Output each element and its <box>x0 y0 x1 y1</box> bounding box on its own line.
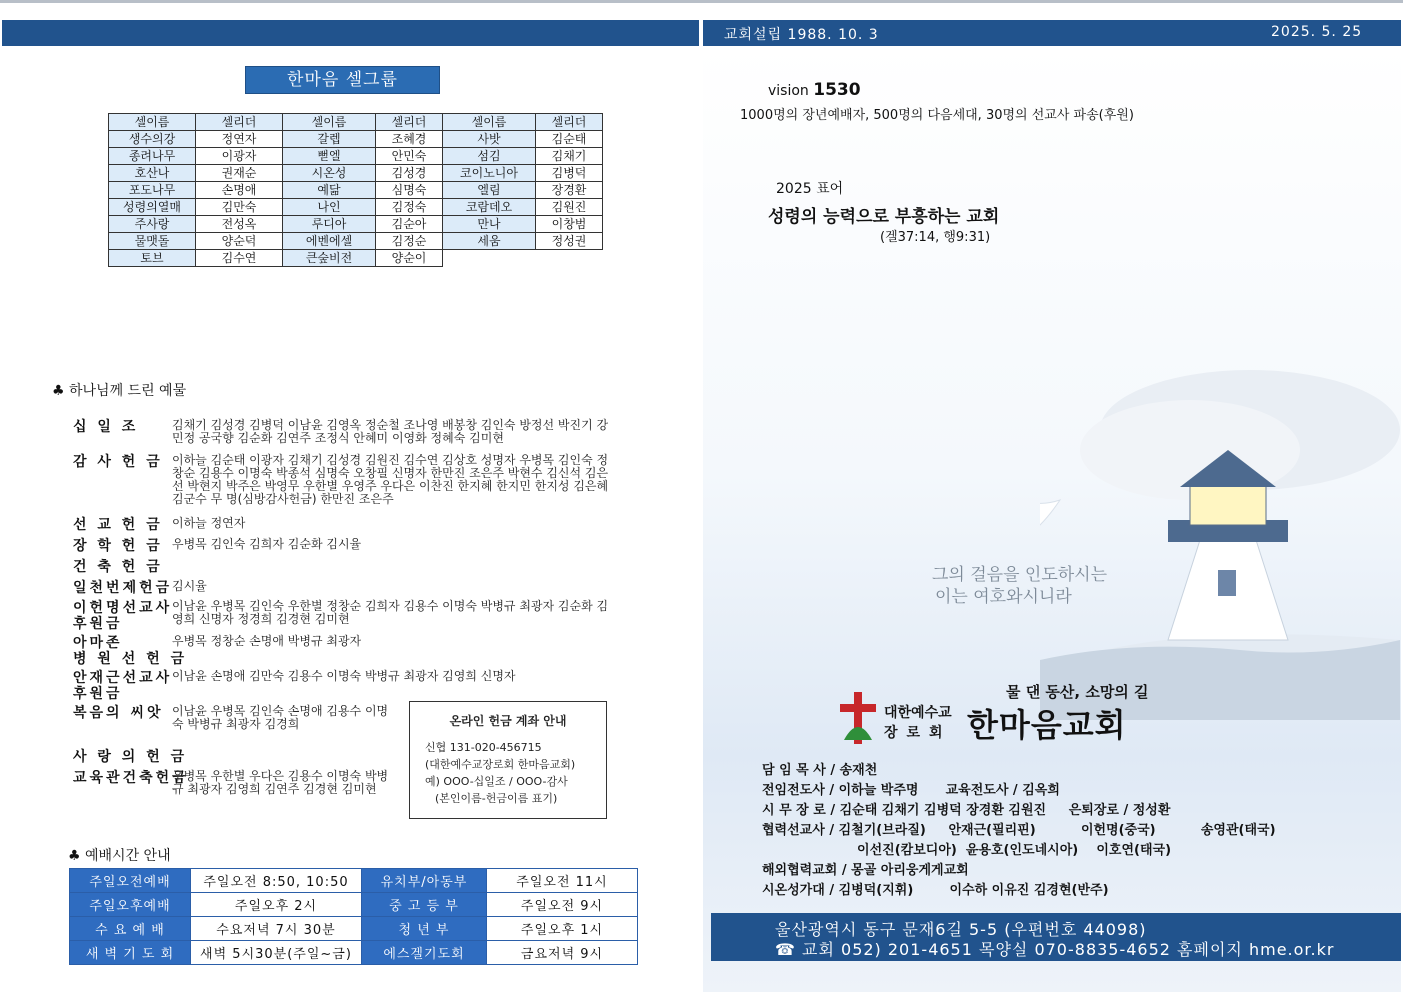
cell-name: 큰숲비전 <box>283 250 376 267</box>
cell-leader: 심명숙 <box>376 182 443 199</box>
cell-leader: 정연자 <box>196 131 283 148</box>
cell-leader: 정성권 <box>536 233 603 250</box>
denomination-line-1: 대한예수교 <box>884 705 952 721</box>
offering-donors: 김채기 김성경 김병덕 이남윤 김영옥 정순철 조나영 배봉창 김인숙 방정선 박진기 강민정 공국향 김순화 김연주 조정식 안혜미 이영화 정혜숙 김미현 <box>172 418 609 445</box>
vision-number: 1530 <box>813 80 861 100</box>
cell-leader: 김정숙 <box>376 199 443 216</box>
worship-dept-name: 유치부/아동부 <box>362 869 487 893</box>
online-note: (본인이름-헌금이름 표기) <box>435 792 558 805</box>
church-cross-logo <box>838 690 878 746</box>
online-giving-box <box>409 701 607 819</box>
cell-table-row <box>109 131 603 148</box>
staff-line: 시온성가대 / 김병덕(지휘) 이수하 이유진 김경현(반주) <box>762 883 1109 898</box>
cell-name: 갈렙 <box>283 131 376 148</box>
cell-leader: 김성경 <box>376 165 443 182</box>
lighthouse-verse-1: 그의 걸음을 인도하시는 <box>932 565 1108 585</box>
denomination-line-2: 장로회 <box>884 725 952 741</box>
church-contact: ☎ 교회 052) 201-4651 목양실 070-8835-4652 홈페이지 hme.or.kr <box>775 940 1335 959</box>
cell-name: 호산나 <box>109 165 196 182</box>
online-holder: (대한예수교장로회 한마음교회) <box>425 758 576 771</box>
worship-service-time: 새벽 5시30분(주일~금) <box>191 941 362 965</box>
worship-dept-time: 주일오후 1시 <box>487 917 638 941</box>
worship-service-name: 주일오전예배 <box>70 869 191 893</box>
staff-line: 협력선교사 / 김철기(브라질) 안재근(필리핀) 이헌명(중국) 송영관(태국) <box>762 823 1276 838</box>
cell-name: 종려나무 <box>109 148 196 165</box>
cell-leader: 김병덕 <box>536 165 603 182</box>
cell-table-row <box>109 233 603 250</box>
offering-category-name: 복음의 씨앗 <box>73 705 164 721</box>
offering-category-subname: 후원금 <box>73 616 123 632</box>
lighthouse-verse-2: 이는 여호와시니라 <box>935 587 1072 607</box>
offering-category <box>73 746 187 766</box>
lighthouse-illustration <box>1040 340 1400 720</box>
offerings-title: ♣ 하나님께 드린 예물 <box>52 383 187 399</box>
cell-name: 루디아 <box>283 216 376 233</box>
worship-dept-name: 에스겔기도회 <box>362 941 487 965</box>
online-example: 예) OOO-십일조 / OOO-감사 <box>425 775 568 788</box>
worship-service-time: 주일오전 8:50, 10:50 <box>191 869 362 893</box>
cell-name: 시온성 <box>283 165 376 182</box>
offering-category <box>73 451 163 471</box>
cell-empty <box>443 250 536 267</box>
cell-leader: 양순덕 <box>196 233 283 250</box>
cell-table-row <box>109 148 603 165</box>
cell-leader: 김수연 <box>196 250 283 267</box>
cell-table-header: 셀리더 <box>376 114 443 131</box>
offering-category <box>73 667 172 703</box>
cell-leader: 김순태 <box>536 131 603 148</box>
cell-leader: 김정순 <box>376 233 443 250</box>
worship-row <box>70 869 638 893</box>
online-account: 신협 131-020-456715 <box>425 741 542 754</box>
church-address: 울산광역시 동구 문재6길 5-5 (우편번호 44098) <box>775 920 1147 939</box>
offering-category <box>73 702 164 722</box>
worship-schedule-table <box>69 868 638 965</box>
cell-table-header: 셀리더 <box>196 114 283 131</box>
cell-name: 생수의강 <box>109 131 196 148</box>
vision-line <box>768 80 861 100</box>
offering-category <box>73 535 163 555</box>
worship-row <box>70 941 638 965</box>
cell-name: 나인 <box>283 199 376 216</box>
cell-leader: 권재순 <box>196 165 283 182</box>
cell-name: 코이노니아 <box>443 165 536 182</box>
worship-dept-name: 중 고 등 부 <box>362 893 487 917</box>
staff-line: 해외협력교회 / 몽골 아리웅게게교회 <box>762 863 969 878</box>
offering-category <box>73 556 163 576</box>
motto-reference: (겔37:14, 행9:31) <box>880 230 991 245</box>
offering-category-name: 아마존 <box>73 635 123 651</box>
worship-title: ♣ 예배시간 안내 <box>68 848 171 864</box>
offering-donors: 이남윤 우병목 김인숙 우한별 정창순 김희자 김용수 이명숙 박병규 최광자 김순화 김영희 신명자 정경희 김경현 김미현 <box>172 599 609 626</box>
motto-text: 성령의 능력으로 부흥하는 교회 <box>768 207 1000 227</box>
cell-name: 사밧 <box>443 131 536 148</box>
founded-date: 교회설립 1988. 10. 3 <box>724 27 879 43</box>
offering-category <box>73 514 163 534</box>
cell-name: 물맷돌 <box>109 233 196 250</box>
offering-donors: 우병목 김인숙 김희자 김순화 김시율 <box>172 537 362 551</box>
offering-category-subname: 후원금 <box>73 686 123 702</box>
cell-name: 엘림 <box>443 182 536 199</box>
cell-table-header: 셀이름 <box>283 114 376 131</box>
footer-bar <box>711 913 1401 961</box>
cell-leader: 조혜경 <box>376 131 443 148</box>
worship-service-name: 새 벽 기 도 회 <box>70 941 191 965</box>
cell-table-header: 셀리더 <box>536 114 603 131</box>
offering-category-name: 감 사 헌 금 <box>73 454 163 470</box>
issue-date: 2025. 5. 25 <box>1271 24 1363 40</box>
offering-category <box>73 577 172 597</box>
cell-table-row <box>109 182 603 199</box>
cell-table-row <box>109 165 603 182</box>
offering-category-name: 교육관건축헌금 <box>73 770 189 786</box>
cell-leader: 이창범 <box>536 216 603 233</box>
offering-donors: 우병목 우한별 우다은 김용수 이명숙 박병규 최광자 김영희 김연주 김경현 김미현 <box>172 769 389 796</box>
offering-donors: 이하늘 김순태 이광자 김채기 김성경 김원진 김수연 김상호 성명자 우병목 김인숙 정창순 김용수 이명숙 박종석 심명숙 오창필 신명자 한만진 조은주 박현수 김신석 김은선 박현지 박주은 박영무 우한별 우영주 우다은 이찬진 한지혜 한지민 한지성 김은혜 김군수 무 명(심방감사헌금) 한만진 조은주 <box>172 453 609 506</box>
worship-row <box>70 917 638 941</box>
cell-name: 주사랑 <box>109 216 196 233</box>
worship-service-time: 주일오후 2시 <box>191 893 362 917</box>
worship-dept-time: 주일오전 9시 <box>487 893 638 917</box>
online-title: 온라인 헌금 계좌 안내 <box>449 714 567 728</box>
cell-group-title: 한마음 셀그룹 <box>245 66 440 94</box>
offering-donors: 이하늘 정연자 <box>172 516 246 530</box>
offering-category-name: 장 학 헌 금 <box>73 538 163 554</box>
worship-dept-name: 청 년 부 <box>362 917 487 941</box>
offering-category-name: 선 교 헌 금 <box>73 517 163 533</box>
cell-empty <box>536 250 603 267</box>
offering-category-subname: 병 원 선 헌 금 <box>73 651 188 667</box>
offering-donors: 이남윤 손명애 김만숙 김용수 이명숙 박병규 최광자 김영희 신명자 <box>172 669 516 683</box>
worship-dept-time: 주일오전 11시 <box>487 869 638 893</box>
cell-table-row <box>109 250 603 267</box>
offering-category-name: 이헌명선교사 <box>73 600 173 616</box>
cell-leader: 김순아 <box>376 216 443 233</box>
offering-donors: 김시율 <box>172 579 207 593</box>
offering-category-name: 안재근선교사 <box>73 670 173 686</box>
cell-group-table <box>108 113 603 267</box>
cell-name: 세움 <box>443 233 536 250</box>
header-bar <box>2 20 1401 46</box>
cell-name: 포도나무 <box>109 182 196 199</box>
cell-name: 에벤에셀 <box>283 233 376 250</box>
header-divider <box>699 20 703 46</box>
cell-leader: 김만숙 <box>196 199 283 216</box>
offering-category-name: 건 축 헌 금 <box>73 559 163 575</box>
vision-description: 1000명의 장년예배자, 500명의 다음세대, 30명의 선교사 파송(후원) <box>740 108 1134 123</box>
cell-leader: 손명애 <box>196 182 283 199</box>
offering-category <box>73 597 172 633</box>
worship-row <box>70 893 638 917</box>
worship-service-name: 주일오후예배 <box>70 893 191 917</box>
cell-leader: 김채기 <box>536 148 603 165</box>
cell-leader: 양순이 <box>376 250 443 267</box>
offering-category-name: 십 일 조 <box>73 419 139 435</box>
offering-category <box>73 632 187 668</box>
worship-dept-time: 금요저녁 9시 <box>487 941 638 965</box>
offering-donors: 이남윤 우병목 김인숙 손명애 김용수 이명숙 박병규 최광자 김경희 <box>172 704 389 731</box>
offering-category <box>73 416 138 436</box>
cell-name: 만나 <box>443 216 536 233</box>
cell-table-row <box>109 216 603 233</box>
cell-leader: 안민숙 <box>376 148 443 165</box>
staff-line: 시 무 장 로 / 김순태 김채기 김병덕 장경환 김원진 은퇴장로 / 정성환 <box>762 803 1171 818</box>
offering-category-name: 일천번제헌금 <box>73 580 173 596</box>
cell-leader: 김원진 <box>536 199 603 216</box>
cell-table-header: 셀이름 <box>109 114 196 131</box>
cell-name: 예닮 <box>283 182 376 199</box>
cell-table-header: 셀이름 <box>443 114 536 131</box>
cell-leader: 전성옥 <box>196 216 283 233</box>
church-name: 한마음교회 <box>967 706 1127 744</box>
cell-leader: 이광자 <box>196 148 283 165</box>
cell-name: 뻗엘 <box>283 148 376 165</box>
cell-name: 섬김 <box>443 148 536 165</box>
staff-line: 이선진(캄보디아) 윤용호(인도네시아) 이호연(태국) <box>762 843 1172 858</box>
worship-service-time: 수요저녁 7시 30분 <box>191 917 362 941</box>
offering-category-name: 사 랑 의 헌 금 <box>73 749 188 765</box>
offering-donors: 우병목 정창순 손명애 박병규 최광자 <box>172 634 362 648</box>
staff-line: 전임전도사 / 이하늘 박주명 교육전도사 / 김옥희 <box>762 783 1060 798</box>
vision-label: vision <box>768 83 809 99</box>
staff-line: 담 임 목 사 / 송재천 <box>762 763 878 778</box>
cell-name: 성령의열매 <box>109 199 196 216</box>
motto-year: 2025 표어 <box>776 181 844 197</box>
cell-table-row <box>109 199 603 216</box>
cell-leader: 장경환 <box>536 182 603 199</box>
top-rule <box>0 0 1403 3</box>
cell-name: 토브 <box>109 250 196 267</box>
cell-name: 코람데오 <box>443 199 536 216</box>
church-slogan: 물 댄 동산, 소망의 길 <box>1006 683 1149 701</box>
worship-service-name: 수 요 예 배 <box>70 917 191 941</box>
